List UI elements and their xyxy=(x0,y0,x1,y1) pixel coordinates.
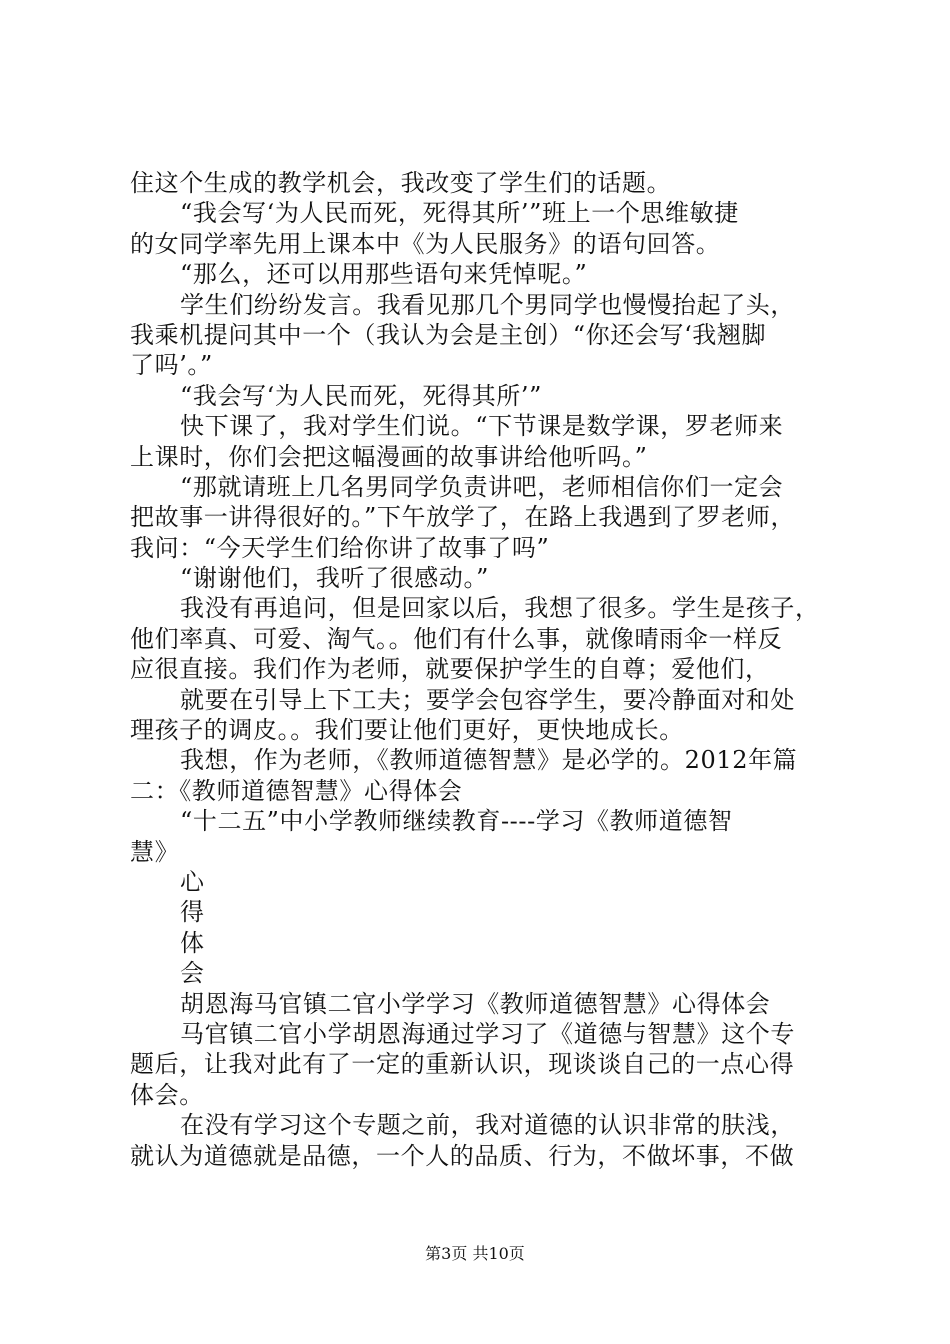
text-line: “十二五”中小学教师继续教育----学习《教师道德智 xyxy=(180,807,733,836)
text-line: 我没有再追问，但是回家以后，我想了很多。学生是孩子， xyxy=(180,594,820,623)
text-line: 就要在引导上下工夫；要学会包容学生，要冷静面对和处 xyxy=(180,685,795,714)
document-body xyxy=(130,168,835,1171)
text-line: 得 xyxy=(180,898,205,927)
text-line: 慧》 xyxy=(130,837,180,866)
text-line: “我会写‘为人民而死，死得其所’”班上一个思维敏捷 xyxy=(180,199,739,228)
text-line: 住这个生成的教学机会，我改变了学生们的话题。 xyxy=(130,169,672,197)
text-line: 了吗’。” xyxy=(130,351,213,380)
text-line: 他们率真、可爱、淘气。。他们有什么事，就像晴雨伞一样反 xyxy=(130,624,783,653)
text-line: 把故事一讲得很好的。”下午放学了，在路上我遇到了罗老师， xyxy=(130,503,796,532)
text-line: “那么，还可以用那些语句来凭悼呢。” xyxy=(180,260,588,289)
page-footer: 第3页 共10页 xyxy=(425,1244,525,1263)
text-line: 马官镇二官小学胡恩海通过学习了《道德与智慧》这个专 xyxy=(180,1019,795,1048)
text-line: 理孩子的调皮。。我们要让他们更好，更快地成长。 xyxy=(130,716,684,745)
text-line: 快下课了，我对学生们说。“下节课是数学课，罗老师来 xyxy=(180,412,784,441)
text-line: 题后，让我对此有了一定的重新认识，现谈谈自己的一点心得 xyxy=(130,1050,795,1079)
text-line: 我想，作为老师，《教师道德智慧》是必学的。2012年篇 xyxy=(180,746,798,775)
text-line: “我会写‘为人民而死，死得其所’” xyxy=(180,381,542,410)
text-line: 就认为道德就是品德，一个人的品质、行为，不做坏事，不做 xyxy=(130,1141,795,1170)
text-line: 胡恩海马官镇二官小学学习《教师道德智慧》心得体会 xyxy=(180,989,771,1018)
text-line: 二：《教师道德智慧》心得体会 xyxy=(130,776,463,805)
text-line: 我乘机提问其中一个（我认为会是主创）“你还会写‘我翘脚 xyxy=(130,320,767,349)
text-line: 的女同学率先用上课本中《为人民服务》的语句回答。 xyxy=(130,229,721,258)
text-line: “那就请班上几名男同学负责讲吧，老师相信你们一定会 xyxy=(180,472,784,501)
text-line: 应很直接。我们作为老师，就要保护学生的自尊；爱他们， xyxy=(130,655,770,684)
text-line: 体会。 xyxy=(130,1080,204,1109)
text-line: 在没有学习这个专题之前，我对道德的认识非常的肤浅， xyxy=(180,1111,795,1140)
text-line: 体 xyxy=(180,928,205,957)
text-line: “谢谢他们，我听了很感动。” xyxy=(180,564,489,593)
text-line: 学生们纷纷发言。我看见那几个男同学也慢慢抬起了头， xyxy=(180,290,795,319)
text-line: 我问：“今天学生们给你讲了故事了吗” xyxy=(130,533,550,562)
text-line: 会 xyxy=(180,959,205,988)
text-line: 心 xyxy=(180,867,205,896)
text-line: 上课时，你们会把这幅漫画的故事讲给他听吗。” xyxy=(130,442,648,471)
